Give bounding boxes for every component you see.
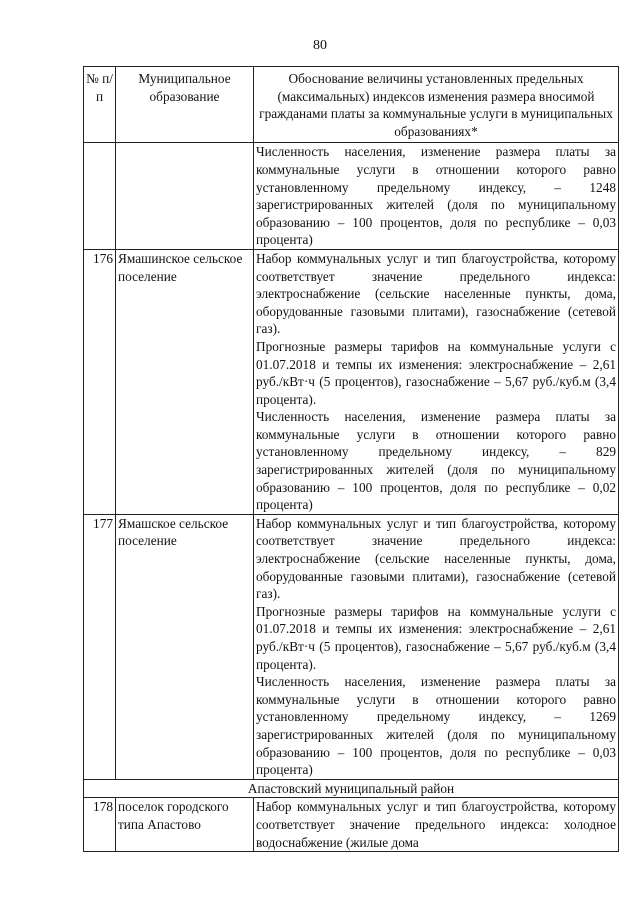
cell-justification bbox=[254, 249, 619, 514]
page-number: 80 bbox=[313, 38, 327, 53]
header-justification: Обоснование величины установленных предельных (максимальных) индексов изменения размера вносимой гражданами платы за коммунальные услуги в муниципальных образованиях* bbox=[254, 67, 619, 143]
justification-paragraph: Прогнозные размеры тарифов на коммунальные услуги с 01.07.2018 и темпы их изменения: электроснабжение – 2,61 руб./кВт·ч (5 процентов), газоснабжение – 5,67 руб./куб.м (3,4 процента). bbox=[256, 338, 616, 407]
district-header-row bbox=[84, 779, 619, 798]
header-number: № п/п bbox=[84, 67, 116, 143]
justification-paragraph: Набор коммунальных услуг и тип благоустройства, которому соответствует значение предельного индекса: электроснабжение (сельские населенные пункты, дома, оборудованные газовыми плитами), газоснабжение (сетевой газ). bbox=[256, 515, 616, 602]
cell-municipality: поселок городского типа Апастово bbox=[116, 798, 254, 852]
cell-number-empty bbox=[84, 143, 116, 250]
table-row-176 bbox=[84, 249, 619, 514]
cell-municipality-empty bbox=[116, 143, 254, 250]
cell-justification bbox=[254, 798, 619, 852]
cell-number: 177 bbox=[84, 514, 116, 779]
justification-paragraph: Набор коммунальных услуг и тип благоустройства, которому соответствует значение предельного индекса: электроснабжение (сельские населенные пункты, дома, оборудованные газовыми плитами), газоснабжение (сетевой газ). bbox=[256, 250, 616, 337]
justification-paragraph: Численность населения, изменение размера платы за коммунальные услуги в отношении которого равно установленному предельному индексу, – 1269 зарегистрированных жителей (доля по муниципальному образованию – 100 процентов, доля по республике – 0,03 процента) bbox=[256, 674, 616, 778]
header-municipality: Муниципальное образование bbox=[116, 67, 254, 143]
cell-municipality: Ямашское сельское поселение bbox=[116, 514, 254, 779]
table-row-177 bbox=[84, 514, 619, 779]
justification-paragraph: Численность населения, изменение размера платы за коммунальные услуги в отношении которого равно установленному предельному индексу, – 829 зарегистрированных жителей (доля по муниципальному образованию – 100 процентов, доля по республике – 0,02 процента) bbox=[256, 409, 616, 513]
tariff-table bbox=[83, 66, 619, 852]
cell-number: 178 bbox=[84, 798, 116, 852]
cell-number: 176 bbox=[84, 249, 116, 514]
justification-paragraph: Численность населения, изменение размера платы за коммунальные услуги в отношении которого равно установленному предельному индексу, – 1248 зарегистрированных жителей (доля по муниципальному образованию – 100 процентов, доля по республике – 0,03 процента) bbox=[256, 144, 616, 248]
table-header-row bbox=[84, 67, 619, 143]
district-title: Апастовский муниципальный район bbox=[84, 779, 619, 798]
cell-justification bbox=[254, 143, 619, 250]
table-row-continuation bbox=[84, 143, 619, 250]
justification-paragraph: Прогнозные размеры тарифов на коммунальные услуги с 01.07.2018 и темпы их изменения: электроснабжение – 2,61 руб./кВт·ч (5 процентов), газоснабжение – 5,67 руб./куб.м (3,4 процента). bbox=[256, 603, 616, 672]
cell-justification bbox=[254, 514, 619, 779]
justification-paragraph: Набор коммунальных услуг и тип благоустройства, которому соответствует значение предельного индекса: холодное водоснабжение (жилые дома bbox=[256, 799, 616, 850]
table-row-178 bbox=[84, 798, 619, 852]
cell-municipality: Ямашинское сельское поселение bbox=[116, 249, 254, 514]
